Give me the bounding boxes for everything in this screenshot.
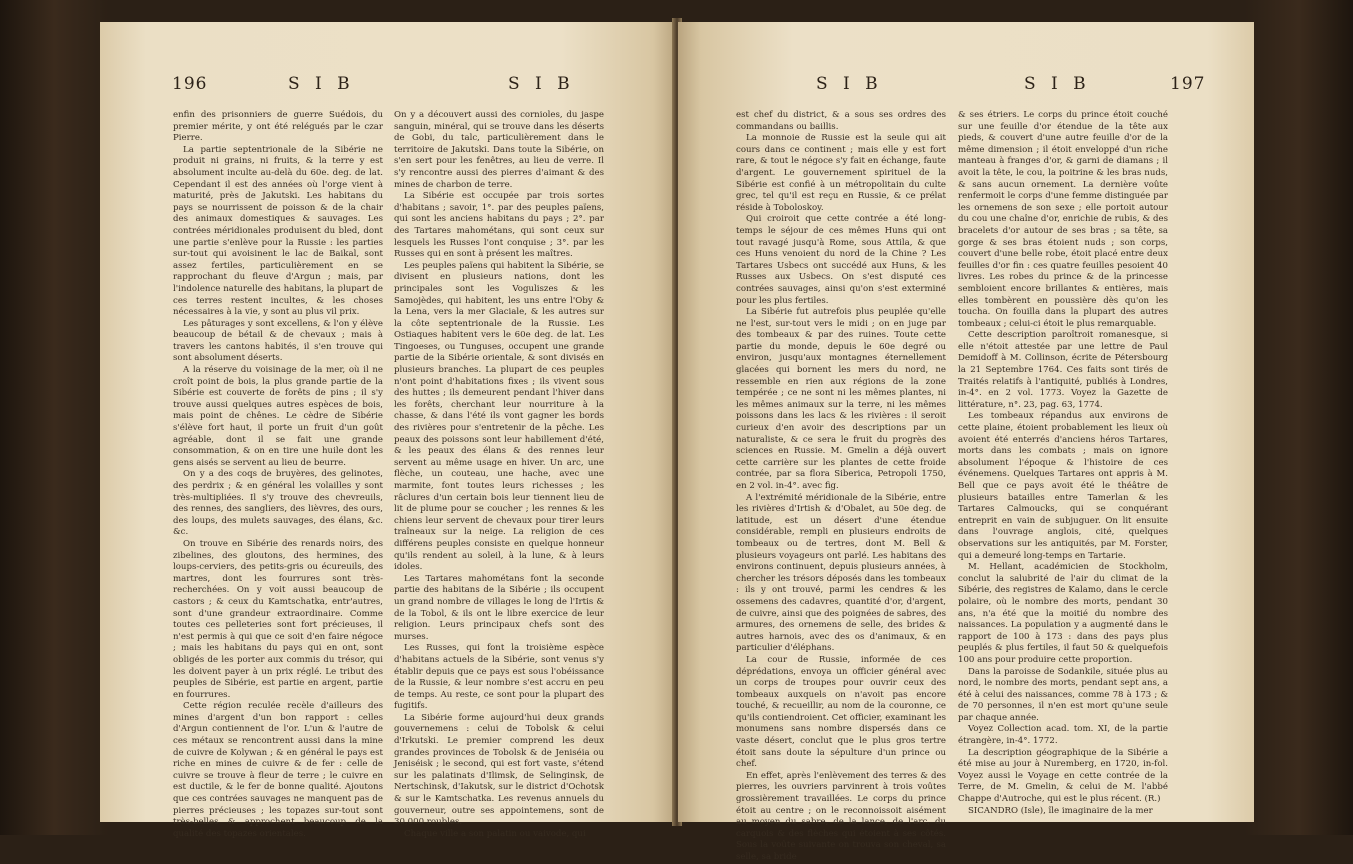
paragraph: SICANDRO (Isle), île imaginaire de la mer (968, 805, 1153, 816)
paragraph: Qui croiroit que cette contrée a été long-temps le séjour de ces mêmes Huns qui ont tout ravagé jusqu'à Rome, sous Attila, & que ces Huns venoient du nord de la Chine ? Les Tartares Usbecs ont succédé aux Huns, & les Russes aux Usbecs. On s'est disputé ces contrées sauvages, ainsi qu'on s'est exterminé pour les plus fertiles. (736, 214, 946, 306)
paragraph: Les Russes, qui font la troisième espèce d'habitans actuels de la Sibérie, sont venus s'y établir depuis que ce pays est sous l'obéissance de la Russie, & leur nombre s'est accru en peu de temps. Au reste, ce sont pour la plupart des fugitifs. (394, 643, 604, 712)
paragraph: & ses étriers. Le corps du prince étoit couché sur une feuille d'or étendue de la tête aux pieds, & couvert d'une autre feuille d'or de la même dimension ; il étoit enveloppé d'un riche manteau à franges d'or, & garni de diamans ; il avoit la tête, le cou, la poitrine & les bras nuds, & sans aucun ornement. La dernière voûte renfermoit le corps d'une femme distinguée par les ornemens de son sexe ; elle portoit autour du cou une chaîne d'or, enrichie de rubis, & des bracelets d'or autour de ses bras ; sa tête, sa gorge & ses bras étoient nuds ; son corps, couvert d'une belle robe, étoit placé entre deux feuilles d'or fin : ces quatre feuilles pesoient 40 livres. Les robes du prince & de la princesse sembloient encore brillantes & entières, mais elles tombèrent en poussière dès qu'on les toucha. On fouilla dans la plupart des autres tombeaux ; celui-ci étoit le plus remarquable. (958, 110, 1168, 329)
paragraph: Cette description paroîtroit romanesque, si elle n'étoit attestée par une lettre de Paul Demidoff à M. Collinson, écrite de Pétersbourg la 21 Septembre 1764. Ces faits sont tirés de Traités relatifs à l'antiquité, publiés à Londres, in-4°. en 2 vol. 1773. Voyez la Gazette de littérature, n°. 23, pag. 63, 1774. (958, 330, 1168, 410)
paragraph: Voyez Collection acad. tom. XI, de la partie étrangère, in-4°. 1772. (958, 724, 1168, 747)
paragraph: La description géographique de la Sibérie a été mise au jour à Nuremberg, en 1720, in-fol. Voyez aussi le Voyage en cette contrée de la Terre, de M. Gmelin, & celui de M. l'abbé Chappe d'Autroche, qui est le plus récent. (R.) (958, 747, 1168, 805)
running-head: S I B (508, 74, 575, 94)
paragraph: Cette région reculée recèle d'ailleurs des mines d'argent d'un bon rapport : celles d'Argun contiennent de l'or. L'un & l'autre de ces métaux se rencontrent aussi dans la mine de cuivre de Kolywan ; & en général le pays est riche en mines de cuivre & de fer : celle de cuivre se trouve à fleur de terre ; le cuivre en est ductile, & le fer de bonne qualité. Ajoutons que ces contrées sauvages ne manquent pas de pierres précieuses ; les topazes sur-tout sont très-belles & approchent beaucoup de la qualité des topazes orientales. (173, 701, 383, 839)
paragraph: M. Hellant, académicien de Stockholm, conclut la salubrité de l'air du climat de la Sibérie, des registres de Kalamo, dans le cercle polaire, où le nombre des morts, pendant 30 ans, n'a été que la moitié du nombre des naissances. La population y a augmenté dans le rapport de 100 à 173 : dans des pays plus peuplés & plus fertiles, il faut 50 & quelquefois 100 ans pour produire cette proportion. (958, 562, 1168, 665)
paragraph: Les tombeaux répandus aux environs de cette plaine, étoient probablement les lieux où avoient été enterrés d'anciens héros Tartares, morts dans les combats ; mais on ignore absolument l'époque & l'histoire de ces événemens. Quelques Tartares ont appris à M. Bell que ce pays avoit été le théâtre de plusieurs batailles entre Tamerlan & les Tartares Calmoucks, qui se conquérant entreprit en vain de subjuguer. On lit ensuite dans l'ouvrage anglois, cité, quelques observations sur les antiquités, par M. Forster, qui a demeuré long-temps en Tartarie. (958, 411, 1168, 561)
paragraph: La Sibérie forme aujourd'hui deux grands gouvernemens : celui de Tobolsk & celui d'Irkutski. Le premier comprend les deux grandes provinces de Tobolsk & de Jeniséia ou Jeniséisk ; le second, qui est fort vaste, s'étend sur les palatinats d'Ilimsk, de Selinginsk, de Nertschinsk, d'Iakutsk, sur le district d'Ochotsk & sur le Kamtschatka. Les revenus annuels du gouverneur, outre ses appointemens, sont de 30,000 roubles. (394, 712, 604, 828)
paragraph: Les pâturages y sont excellens, & l'on y élève beaucoup de bétail & de chevaux ; mais à travers les cantons habités, il s'en trouve qui sont absolument déserts. (173, 318, 383, 364)
running-head: S I B (816, 74, 883, 94)
paragraph: On y a des coqs de bruyères, des gelinotes, des perdrix ; & en général les volailles y sont très-multipliées. Il s'y trouve des chevreuils, des rennes, des sangliers, des lièvres, des ours, des loups, des mulets sauvages, des élans, &c. &c. (173, 469, 383, 538)
paragraph: En effet, après l'enlèvement des terres & des pierres, les ouvriers parvinrent à trois voûtes grossièrement travaillées. Le corps du prince étoit au centre ; on le reconnoissoit aisément au moyen du sabre, de la lance, de l'arc, du carquois & des flèches qui étoient à ses côtés. Sous la voûte suivante on trouva son cheval, sa selle, sa bride (736, 770, 946, 862)
paragraph: Les peuples païens qui habitent la Sibérie, se divisent en plusieurs nations, dont les principales sont les Voguliszes & les Samojèdes, qui habitent, les uns entre l'Oby & la Lena, vers la mer Glaciale, & les autres sur la côte septentrionale de la Russie. Les Ostiaques habitent vers le 60e deg. de lat. Les Tingoeses, ou Tunguses, occupent une grande partie de la Sibérie orientale, & sont divisés en plusieurs branches. La plupart de ces peuples n'ont point d'habitations fixes ; ils vivent sous des huttes ; ils demeurent pendant l'hiver dans les forêts, cherchant leur nourriture à la chasse, & dans l'été ils vont gagner les bords des rivières pour s'entretenir de la pêche. Les peaux des poissons sont leur habillement d'été, & les peaux des élans & des rennes leur servent au même usage en hiver. Un arc, une flèche, un couteau, une hache, avec une marmite, font toutes leurs richesses ; les râclures d'un certain bois leur tiennent lieu de lit de plume pour se coucher ; les rennes & les chiens leur servent de chevaux pour tirer leurs traîneaux sur la neige. La religion de ces différens peuples consiste en quelque honneur qu'ils rendent au soleil, à la lune, & à leurs idoles. (394, 260, 604, 573)
paragraph: A la réserve du voisinage de la mer, où il ne croît point de bois, la plus grande partie de la Sibérie est couverte de forêts de pins ; il s'y trouve aussi quelques autres espèces de bois, mais point de chênes. Le cèdre de Sibérie s'élève fort haut, il porte un fruit d'un goût agréable, dont il se fait une grande consommation, & on en tire une huile dont les gens aisés se servent au lieu de beurre. (173, 365, 383, 468)
left-page-header (100, 74, 676, 104)
left-column-2 (394, 110, 604, 840)
running-head: S I B (288, 74, 355, 94)
right-column-1 (736, 110, 946, 864)
paragraph: est chef du district, & a sous ses ordres des commandans ou baillis. (736, 110, 946, 132)
paragraph: La cour de Russie, informée de ces déprédations, envoya un officier général avec un corps de troupes pour ouvrir ceux des tombeaux auxquels on n'avoit pas encore touché, & recueillir, au nom de la couronne, ce qu'ils contiendroient. Cet officier, examinant les monumens sans nombre dispersés dans ce vaste désert, conclut que le plus gros tertre étoit sans doute la sépulture d'un prince ou chef. (736, 654, 946, 770)
right-page-header (678, 74, 1254, 104)
paragraph: Chaque ville a son palatin ou vaivode, qui (404, 828, 586, 839)
paragraph: On y a découvert aussi des cornioles, du jaspe sanguin, minéral, qui se trouve dans les déserts de Gobi, du talc, particulièrement dans le territoire de Jakutski. Dans toute la Sibérie, on s'en sert pour les fenêtres, au lieu de verre. Il s'y rencontre aussi des pierres d'aimant & des mines de charbon de terre. (394, 110, 604, 190)
running-head: S I B (1024, 74, 1091, 94)
paragraph: A l'extrémité méridionale de la Sibérie, entre les rivières d'Irtish & d'Obalet, au 50e deg. de latitude, est un désert d'une étendue considérable, rempli en plusieurs endroits de tombeaux ou de tertres, dont M. Bell & plusieurs voyageurs ont parlé. Les habitans des environs continuent, depuis plusieurs années, à chercher les trésors déposés dans les tombeaux : ils y ont trouvé, parmi les cendres & les ossemens des cadavres, quantité d'or, d'argent, de cuivre, ainsi que des poignées de sabres, des armures, des ornemens de selle, des brides & autres harnois, avec des os d'animaux, & en particulier d'éléphans. (736, 492, 946, 654)
right-page (678, 22, 1254, 862)
paragraph: La monnoie de Russie est la seule qui ait cours dans ce continent ; mais elle y est fort rare, & tout le négoce s'y fait en échange, faute d'argent. Le gouvernement spirituel de la Sibérie est confié à un métropolitain du culte grec, tel qu'il est reçu en Russie, & ce prélat réside à Toboloskoy. (736, 133, 946, 213)
paragraph: Les Tartares mahométans font la seconde partie des habitans de la Sibérie ; ils occupent un grand nombre de villages le long de l'Irtis & de la Tobol, & ils ont le libre exercice de leur religion. Leurs principaux chefs sont des murses. (394, 573, 604, 642)
paragraph: La Sibérie est occupée par trois sortes d'habitans ; savoir, 1°. par des peuples païens, qui sont les anciens habitans du pays ; 2°. par des Tartares mahométans, qui sont ceux sur lesquels les Russes l'ont conquise ; 3°. par les Russes qui en sont à présent les maîtres. (394, 191, 604, 260)
paragraph: Dans la paroisse de Sodankile, située plus au nord, le nombre des morts, pendant sept ans, a été à celui des naissances, comme 78 à 173 ; & de 70 personnes, il n'en est mort qu'une seule par chaque année. (958, 666, 1168, 723)
paragraph: La Sibérie fut autrefois plus peuplée qu'elle ne l'est, sur-tout vers le midi ; on en juge par des tombeaux & par des ruines. Toute cette partie du monde, depuis le 60e degré ou environ, jusqu'aux montagnes éternellement glacées qui bornent les mers du nord, ne ressemble en rien aux régions de la zone tempérée ; ce ne sont ni les mêmes plantes, ni les mêmes animaux sur la terre, ni les mêmes poissons dans les lacs & les rivières : il seroit curieux d'en avoir des descriptions par un naturaliste, & ce sera le fruit du progrès des sciences en Russie. M. Gmelin a déjà ouvert cette carrière sur les plantes de cette froide contrée, par sa flora Siberica, Petropoli 1750, en 2 vol. in-4°. avec fig. (736, 307, 946, 491)
paragraph: On trouve en Sibérie des renards noirs, des zibelines, des gloutons, des hermines, des loups-cerviers, des petits-gris ou écureuils, des martres, dont les fourrures sont très-recherchées. On y voit aussi beaucoup de castors ; & ceux du Kamtschatka, entr'autres, sont d'une grandeur extraordinaire. Comme toutes ces pelleteries sont fort précieuses, il n'est permis à qui que ce soit d'en faire négoce ; mais les habitans du pays qui en ont, sont obligés de les porter aux commis du trésor, qui les doivent payer à un prix réglé. Le tribut des peuples de Sibérie, est partie en argent, partie en fourrures. (173, 538, 383, 700)
page-number: 197 (1170, 74, 1206, 94)
page-number: 196 (172, 74, 208, 94)
left-column-1 (173, 110, 383, 840)
paragraph: enfin des prisonniers de guerre Suédois, du premier mérite, y ont été relégués par le czar Pierre. (173, 110, 383, 144)
right-column-2 (958, 110, 1168, 817)
paragraph: La partie septentrionale de la Sibérie ne produit ni grains, ni fruits, & la terre y est absolument inculte au-delà du 60e. deg. de lat. Cependant il est des années où l'orge vient à maturité, près de Jakutski. Les habitans du pays se nourrissent de poisson & de la chair des animaux domestiques & sauvages. Les contrées méridionales produisent du bled, dont une partie s'enlève pour la Russie : les parties sur-tout qui avoisinent le lac de Baikal, sont assez fertiles, particulièrement en se rapprochant du fleuve d'Argun ; mais, par l'indolence naturelle des habitans, la plupart de ces terres restent incultes, & les choses nécessaires à la vie, y sont au plus vil prix. (173, 144, 383, 318)
left-page (100, 22, 676, 839)
